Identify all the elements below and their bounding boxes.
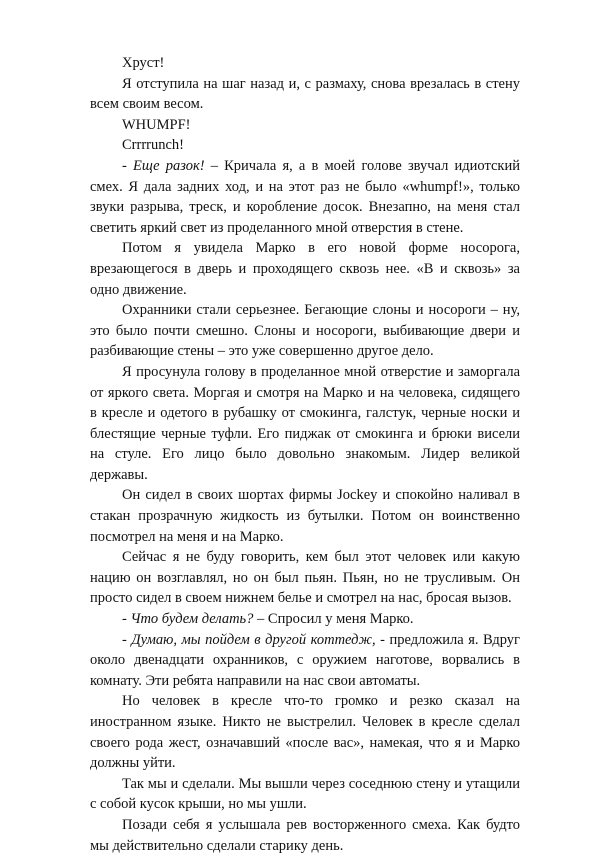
paragraph-13: Но человек в кресле что-то громко и резко сказал на иностранном языке. Никто не выстрелил. Человек в кресле сделал своего рода жест, означавший «после вас», намекая, что я и Марко должны уйти. (90, 693, 520, 772)
dialogue-italic: - Что будем делать? (122, 611, 254, 628)
paragraph-15: Позади себя я услышала рев восторженного смеха. Как будто мы действительно сделали старику день. (90, 816, 520, 854)
document-page (90, 53, 520, 856)
paragraph-6: Потом я увидела Марко в его новой форме носорога, врезающегося в дверь и проходящего сквозь нее. «В и сквозь» за одно движение. (90, 240, 520, 298)
paragraph-5: - Еще разок! – Кричала я, а в моей голове звучал идиотский смех. Я дала задних ход, и на этот раз не было «whumpf!», только звуки разрыва, треск, и коробление досок. Внезапно, на меня стал светить яркий свет из проделанного мной отверстия в стене. (90, 157, 520, 236)
paragraph-4: Crrrrunch! (122, 137, 185, 154)
paragraph-10: Сейчас я не буду говорить, кем был этот человек или какую нацию он возглавлял, но он был пьян. Пьян, но не трусливым. Он просто сидел в своем нижнем белье и смотрел на нас, бросая вызов. (90, 549, 520, 607)
paragraph-2: Я отступила на шаг назад и, с размаху, снова врезалась в стену всем своим весом. (90, 75, 520, 113)
paragraph-12: - Думаю, мы пойдем в другой коттедж, - предложила я. Вдруг около двенадцати охранников, с оружием наготове, ворвались в комнату. Эти ребята направили на нас свои автоматы. (90, 631, 520, 689)
paragraph-8: Я просунула голову в проделанное мной отверстие и заморгала от яркого света. Моргая и смотря на Марко и на человека, сидящего в кресле и одетого в рубашку от смокинга, галстук, черные носки и блестящие черные туфли. Его пиджак от смокинга и брюки висели на стуле. Его лицо было довольно знакомым. Лидер великой державы. (90, 363, 520, 483)
paragraph-1: Хруст! (122, 55, 165, 71)
paragraph-11: - Что будем делать? – Спросил у меня Марко. (122, 611, 414, 628)
paragraph-9: Он сидел в своих шортах фирмы Jockey и спокойно наливал в стакан прозрачную жидкость из бутылки. Потом он воинственно посмотрел на меня и на Марко. (90, 487, 520, 545)
dialogue-italic: - Еще разок! (122, 157, 205, 174)
dialogue-italic: - Думаю, мы пойдем в другой коттедж, (122, 631, 376, 648)
paragraph-14: Так мы и сделали. Мы вышли через соседнюю стену и утащили с собой кусок крыши, но мы ушли. (90, 775, 520, 813)
paragraph-7: Охранники стали серьезнее. Бегающие слоны и носороги – ну, это было почти смешно. Слоны и носороги, выбивающие двери и разбивающие стены – это уже совершенно другое дело. (90, 302, 520, 360)
paragraph-3: WHUMPF! (122, 116, 191, 133)
